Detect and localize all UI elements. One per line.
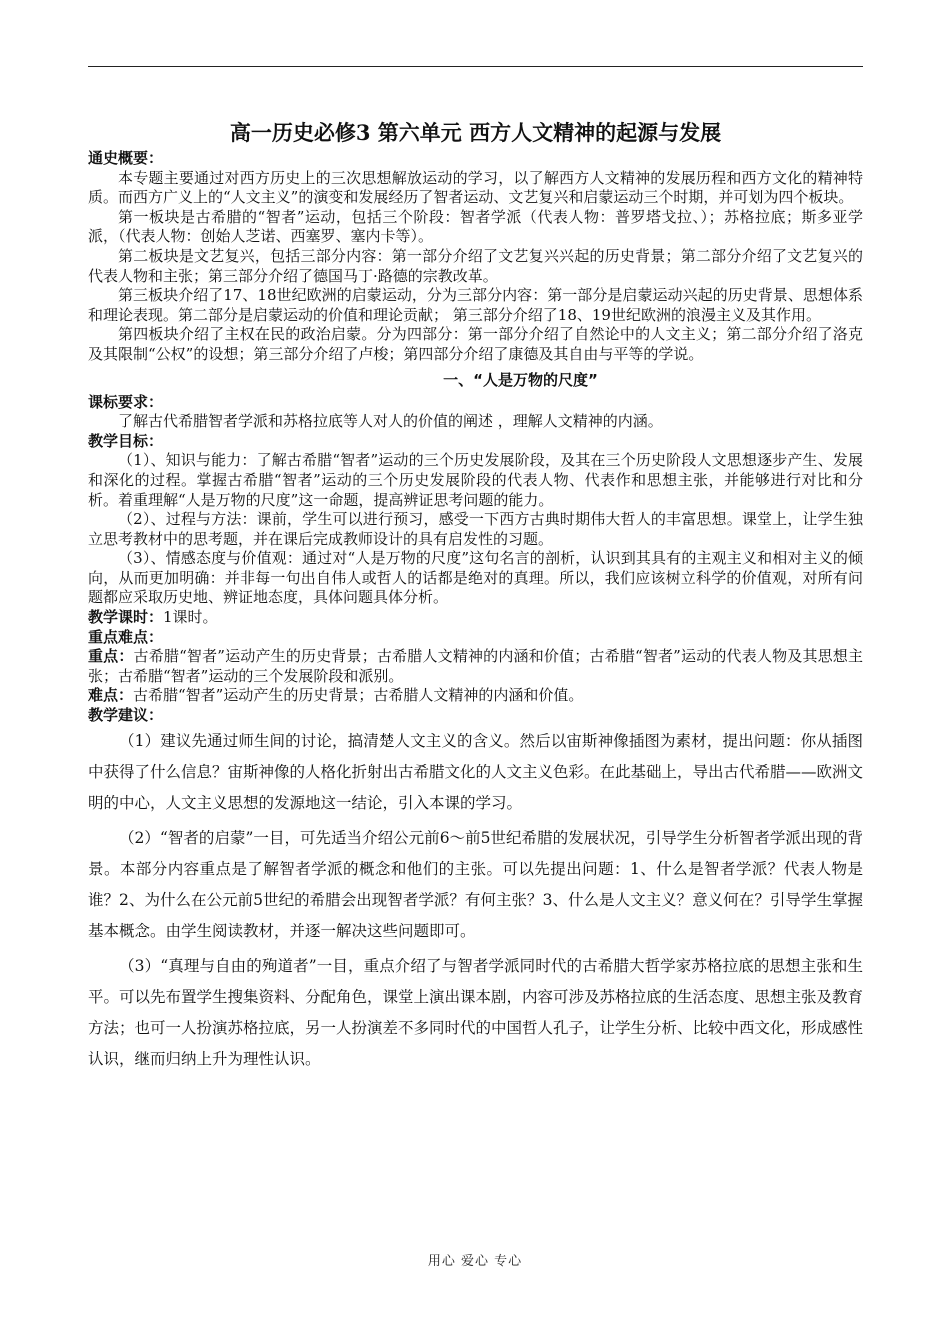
hours-value: 1课时。 [163, 608, 218, 627]
focus-label: 重点： [88, 647, 134, 666]
objective-item: （3）、情感态度与价值观：通过对“人是万物的尺度”这句名言的剖析，认识到其具有的主观主义和相对主义的倾向，从而更加明确：并非每一句出自伟人或哲人的话都是绝对的真理。所以，我们应该树立科学的价值观，对所有问题都应采取历史地、辨证地态度，具体问题具体分析。 [88, 549, 863, 607]
objective-item: （2）、过程与方法：课前，学生可以进行预习，感受一下西方古典时期伟大哲人的丰富思想。课堂上，让学生独立思考教材中的思考题，并在课后完成教师设计的具有启发性的习题。 [88, 510, 863, 548]
objectives-label: 教学目标： [88, 431, 164, 450]
curriculum-text: 了解古代希腊智者学派和苏格拉底等人对人的价值的阐述 ，理解人文精神的内涵。 [118, 412, 663, 431]
overview-paragraph: 本专题主要通过对西方历史上的三次思想解放运动的学习，以了解西方人文精神的发展历程和西方文化的精神特质。而西方广义上的“人文主义”的演变和发展经历了智者运动、文艺复兴和启蒙运动三个时期，并可划为四个板块。 [88, 168, 863, 207]
overview-paragraph: 第三板块介绍了17、18世纪欧洲的启蒙运动，分为三部分内容：第一部分是启蒙运动兴起的历史背景、思想体系和理论表现。第二部分是启蒙运动的价值和理论贡献； 第三部分介绍了18、19世纪欧洲的浪漫主义及其作用。 [88, 286, 863, 324]
difficulty-label: 难点： [88, 686, 134, 705]
hours-label: 教学课时： [88, 608, 164, 627]
page-title: 高一历史必修3 第六单元 西方人文精神的起源与发展 [229, 120, 722, 145]
suggestion-item: （2）“智者的启蒙”一目，可先适当介绍公元前6～前5世纪希腊的发展状况，引导学生分析智者学派出现的背景。本部分内容重点是了解智者学派的概念和他们的主张。可以先提出问题：1、什么是智者学派？代表人物是谁？2、为什么在公元前5世纪的希腊会出现智者学派？有何主张？3、什么是人文主义？意义何在？引导学生掌握基本概念。由学生阅读教材，并逐一解决这些问题即可。 [88, 828, 863, 940]
page-footer: 用心 爱心 专心 [427, 1254, 523, 1269]
objective-item: （1）、知识与能力：了解古希腊“智者”运动的三个历史发展阶段，及其在三个历史阶段人文思想逐步产生、发展和深化的过程。掌握古希腊“智者”运动的三个历史发展阶段的代表人物、代表作和思想主张，并能够进行对比和分析。着重理解“人是万物的尺度”这一命题，提高辨证思考问题的能力。 [88, 451, 863, 509]
overview-paragraph: 第四板块介绍了主权在民的政治启蒙。分为四部分：第一部分介绍了自然论中的人文主义；第二部分介绍了洛克及其限制“公权”的设想；第三部分介绍了卢梭；第四部分介绍了康德及其自由与平等的学说。 [88, 325, 863, 363]
overview-paragraph: 第二板块是文艺复兴，包括三部分内容：第一部分介绍了文艺复兴兴起的历史背景；第二部分介绍了文艺复兴的代表人物和主张；第三部分介绍了德国马丁·路德的宗教改革。 [88, 246, 863, 285]
difficulty-text: 古希腊“智者”运动产生的历史背景；古希腊人文精神的内涵和价值。 [133, 686, 584, 705]
suggestions-label: 教学建议： [88, 706, 164, 725]
focus-text: 古希腊“智者”运动产生的历史背景；古希腊人文精神的内涵和价值；古希腊“智者”运动的代表人物及其思想主张；古希腊“智者”运动的三个发展阶段和派别。 [88, 647, 863, 685]
overview-paragraph: 第一板块是古希腊的“智者”运动，包括三个阶段：智者学派（代表人物：普罗塔戈拉、）；苏格拉底；斯多亚学派，（代表人物：创始人芝诺、西塞罗、塞内卡等）。 [88, 207, 863, 246]
keypoints-label: 重点难点： [88, 627, 164, 646]
hours-line [88, 608, 863, 628]
header-rule [88, 66, 863, 67]
curriculum-label: 课标要求： [88, 392, 164, 411]
section-title: 一、“人是万物的尺度” [443, 370, 598, 389]
suggestion-item: （3）“真理与自由的殉道者”一目，重点介绍了与智者学派同时代的古希腊大哲学家苏格拉底的思想主张和生平。可以先布置学生搜集资料、分配角色，课堂上演出课本剧，内容可涉及苏格拉底的生活态度、思想主张及教育方法；也可一人扮演苏格拉底，另一人扮演差不多同时代的中国哲人孔子，让学生分析、比较中西文化，形成感性认识，继而归纳上升为理性认识。 [88, 956, 864, 1068]
document-body [88, 118, 863, 1075]
suggestion-item: （1）建议先通过师生间的讨论，搞清楚人文主义的含义。然后以宙斯神像插图为素材，提出问题：你从插图中获得了什么信息？宙斯神像的人格化折射出古希腊文化的人文主义色彩。在此基础上，导出古代希腊——欧洲文明的中心，人文主义思想的发源地这一结论，引入本课的学习。 [88, 731, 864, 812]
overview-label: 通史概要： [88, 149, 164, 167]
difficulty-line [88, 686, 863, 706]
focus-line [88, 647, 863, 686]
